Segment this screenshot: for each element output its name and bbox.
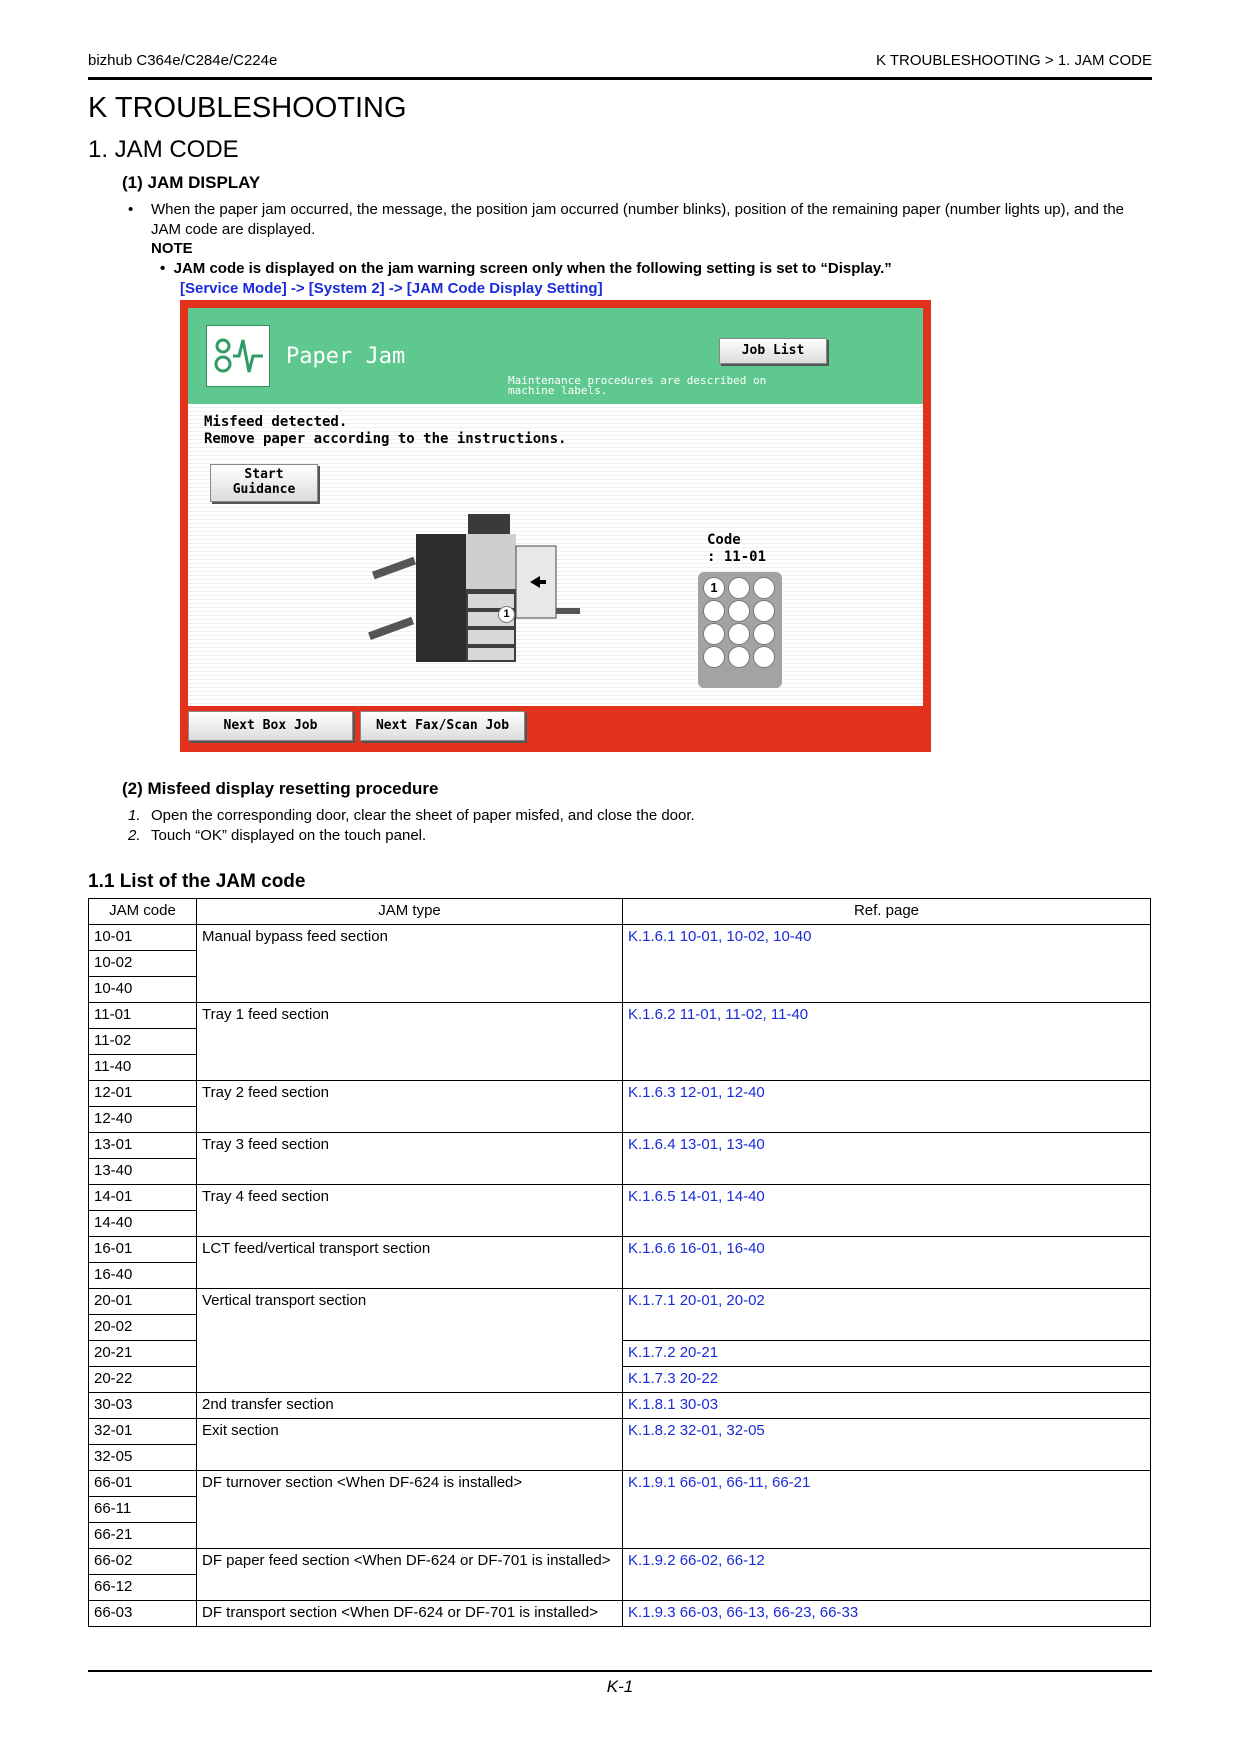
- jam-code-cell: 20-21: [89, 1341, 197, 1367]
- jam-code-cell: 11-02: [89, 1029, 197, 1055]
- table-row: [89, 1419, 1151, 1445]
- ref-page-link[interactable]: K.1.6.6 16-01, 16-40: [623, 1237, 1151, 1289]
- ref-page-link[interactable]: K.1.6.1 10-01, 10-02, 10-40: [623, 925, 1151, 1003]
- next-box-job-button[interactable]: Next Box Job: [188, 711, 353, 741]
- jam-type-cell: Vertical transport section: [197, 1289, 623, 1393]
- jam-code-cell: 66-01: [89, 1471, 197, 1497]
- tray-indicator: [703, 600, 725, 622]
- jam-code-cell: 20-02: [89, 1315, 197, 1341]
- jam-list-title: 1.1 List of the JAM code: [88, 871, 306, 892]
- jam-type-cell: Tray 3 feed section: [197, 1133, 623, 1185]
- jam-code-cell: 32-05: [89, 1445, 197, 1471]
- jam-type-cell: 2nd transfer section: [197, 1393, 623, 1419]
- ref-page-link[interactable]: K.1.6.4 13-01, 13-40: [623, 1133, 1151, 1185]
- tray-indicator: [703, 646, 725, 668]
- header-rule: [88, 77, 1152, 80]
- jam-code-cell: 16-01: [89, 1237, 197, 1263]
- jam-code-cell: 14-01: [89, 1185, 197, 1211]
- step-item: 2. Touch “OK” displayed on the touch panel.: [128, 827, 427, 844]
- step-item: 1. Open the corresponding door, clear the sheet of paper misfed, and close the door.: [128, 807, 695, 824]
- header-breadcrumb: K TROUBLESHOOTING > 1. JAM CODE: [875, 52, 1152, 69]
- table-row: [89, 1133, 1151, 1159]
- column-header: JAM code: [89, 899, 197, 925]
- jam-code-cell: 66-12: [89, 1575, 197, 1601]
- tray-indicator: [753, 600, 775, 622]
- table-header-row: [89, 899, 1151, 925]
- table-row: [89, 1471, 1151, 1497]
- jam-type-cell: Tray 4 feed section: [197, 1185, 623, 1237]
- note-label: NOTE: [151, 240, 193, 257]
- tray-indicator: [728, 600, 750, 622]
- ref-page-link[interactable]: K.1.9.1 66-01, 66-11, 66-21: [623, 1471, 1151, 1549]
- tray-indicator: [753, 623, 775, 645]
- job-list-button[interactable]: Job List: [719, 338, 827, 364]
- paper-position-grid: [698, 572, 782, 688]
- next-fax-scan-job-button[interactable]: Next Fax/Scan Job: [360, 711, 525, 741]
- ref-page-link[interactable]: K.1.8.2 32-01, 32-05: [623, 1419, 1151, 1471]
- footer-rule: [88, 1670, 1152, 1672]
- note-setting-path[interactable]: [Service Mode] -> [System 2] -> [JAM Code Display Setting]: [180, 280, 603, 297]
- tray-indicator: [753, 577, 775, 599]
- jam-code-cell: 20-22: [89, 1367, 197, 1393]
- jam-code-cell: 66-21: [89, 1523, 197, 1549]
- ref-page-link[interactable]: K.1.9.3 66-03, 66-13, 66-23, 66-33: [623, 1601, 1151, 1627]
- code-value: : 11-01: [707, 549, 767, 565]
- ref-page-link[interactable]: K.1.6.3 12-01, 12-40: [623, 1081, 1151, 1133]
- chapter-title: K TROUBLESHOOTING: [88, 92, 407, 124]
- column-header: JAM type: [197, 899, 623, 925]
- misfeed-line-1: Misfeed detected.: [204, 414, 348, 430]
- jam-type-cell: Exit section: [197, 1419, 623, 1471]
- jam-code-cell: 20-01: [89, 1289, 197, 1315]
- jam-code-cell: 14-40: [89, 1211, 197, 1237]
- table-row: [89, 1393, 1151, 1419]
- position-marker: 1: [498, 606, 515, 623]
- misfeed-line-2: Remove paper according to the instructions.: [204, 431, 567, 447]
- table-row: [89, 1549, 1151, 1575]
- column-header: Ref. page: [623, 899, 1151, 925]
- jam-code-cell: 13-40: [89, 1159, 197, 1185]
- tray-indicator-1: 1: [703, 577, 725, 599]
- jam-code-cell: 13-01: [89, 1133, 197, 1159]
- section-title: 1. JAM CODE: [88, 136, 239, 163]
- intro-bullet: [128, 200, 1148, 240]
- page-number: K-1: [606, 1677, 634, 1696]
- bullet-glyph: •: [128, 201, 134, 218]
- table-row: [89, 1601, 1151, 1627]
- ref-page-link[interactable]: K.1.7.3 20-22: [623, 1367, 1151, 1393]
- page-header: [88, 52, 1152, 74]
- tray-indicator: [703, 623, 725, 645]
- tray-indicator: [728, 623, 750, 645]
- jam-type-cell: Tray 1 feed section: [197, 1003, 623, 1081]
- ref-page-link[interactable]: K.1.9.2 66-02, 66-12: [623, 1549, 1151, 1601]
- ref-page-link[interactable]: K.1.8.1 30-03: [623, 1393, 1151, 1419]
- screen-header: [188, 308, 923, 404]
- jam-type-cell: DF transport section <When DF-624 or DF-701 is installed>: [197, 1601, 623, 1627]
- ref-page-link[interactable]: K.1.7.2 20-21: [623, 1341, 1151, 1367]
- jam-type-cell: Manual bypass feed section: [197, 925, 623, 1003]
- table-row: [89, 1003, 1151, 1029]
- note-text: [160, 260, 892, 277]
- table-row: [89, 925, 1151, 951]
- table-row: [89, 1081, 1151, 1107]
- jam-code-cell: 12-01: [89, 1081, 197, 1107]
- paper-jam-screen: [180, 300, 931, 752]
- subsection-jam-display: (1) JAM DISPLAY: [122, 173, 261, 192]
- note-bullet: •: [160, 260, 166, 277]
- jam-code-cell: 30-03: [89, 1393, 197, 1419]
- jam-code-cell: 12-40: [89, 1107, 197, 1133]
- ref-page-link[interactable]: K.1.6.5 14-01, 14-40: [623, 1185, 1151, 1237]
- jam-code-cell: 10-02: [89, 951, 197, 977]
- table-row: [89, 1237, 1151, 1263]
- jam-code-cell: 66-03: [89, 1601, 197, 1627]
- table-body: [89, 925, 1151, 1627]
- jam-code-cell: 11-40: [89, 1055, 197, 1081]
- maintenance-message: Maintenance procedures are described on machine labels.: [508, 374, 767, 397]
- jam-type-cell: LCT feed/vertical transport section: [197, 1237, 623, 1289]
- jam-type-cell: Tray 2 feed section: [197, 1081, 623, 1133]
- intro-text: When the paper jam occurred, the message, the position jam occurred (number blinks), position of the remaining paper (number lights up), and the JAM code are displayed.: [151, 201, 1125, 238]
- jam-type-cell: DF turnover section <When DF-624 is installed>: [197, 1471, 623, 1549]
- header-model: bizhub C364e/C284e/C224e: [88, 52, 278, 69]
- subsection-reset-procedure: (2) Misfeed display resetting procedure: [122, 779, 439, 798]
- screen-title: Paper Jam: [286, 344, 406, 369]
- tray-indicator: [753, 646, 775, 668]
- jam-code-cell: 66-02: [89, 1549, 197, 1575]
- misfeed-message: [204, 414, 566, 448]
- start-guidance-button[interactable]: Start Guidance: [210, 464, 318, 502]
- jam-code-cell: 16-40: [89, 1263, 197, 1289]
- table-row: [89, 1289, 1151, 1315]
- jam-code-cell: 10-40: [89, 977, 197, 1003]
- table-row: [89, 1185, 1151, 1211]
- jam-code-cell: 11-01: [89, 1003, 197, 1029]
- tray-indicator: [728, 577, 750, 599]
- jam-code-cell: 10-01: [89, 925, 197, 951]
- jam-type-cell: DF paper feed section <When DF-624 or DF-701 is installed>: [197, 1549, 623, 1601]
- jam-code-cell: 32-01: [89, 1419, 197, 1445]
- ref-page-link[interactable]: K.1.7.1 20-01, 20-02: [623, 1289, 1151, 1341]
- jam-code-table: [88, 898, 1151, 1627]
- note-body: JAM code is displayed on the jam warning screen only when the following setting is set to “Display.”: [173, 260, 892, 277]
- jam-code-cell: 66-11: [89, 1497, 197, 1523]
- tray-indicator: [728, 646, 750, 668]
- jam-code-display: [707, 532, 766, 566]
- reset-steps: [128, 806, 695, 846]
- ref-page-link[interactable]: K.1.6.2 11-01, 11-02, 11-40: [623, 1003, 1151, 1081]
- machine-illustration: [356, 504, 586, 674]
- paper-jam-icon: [206, 325, 270, 387]
- code-label: Code: [707, 532, 741, 548]
- screen-body: [188, 404, 923, 706]
